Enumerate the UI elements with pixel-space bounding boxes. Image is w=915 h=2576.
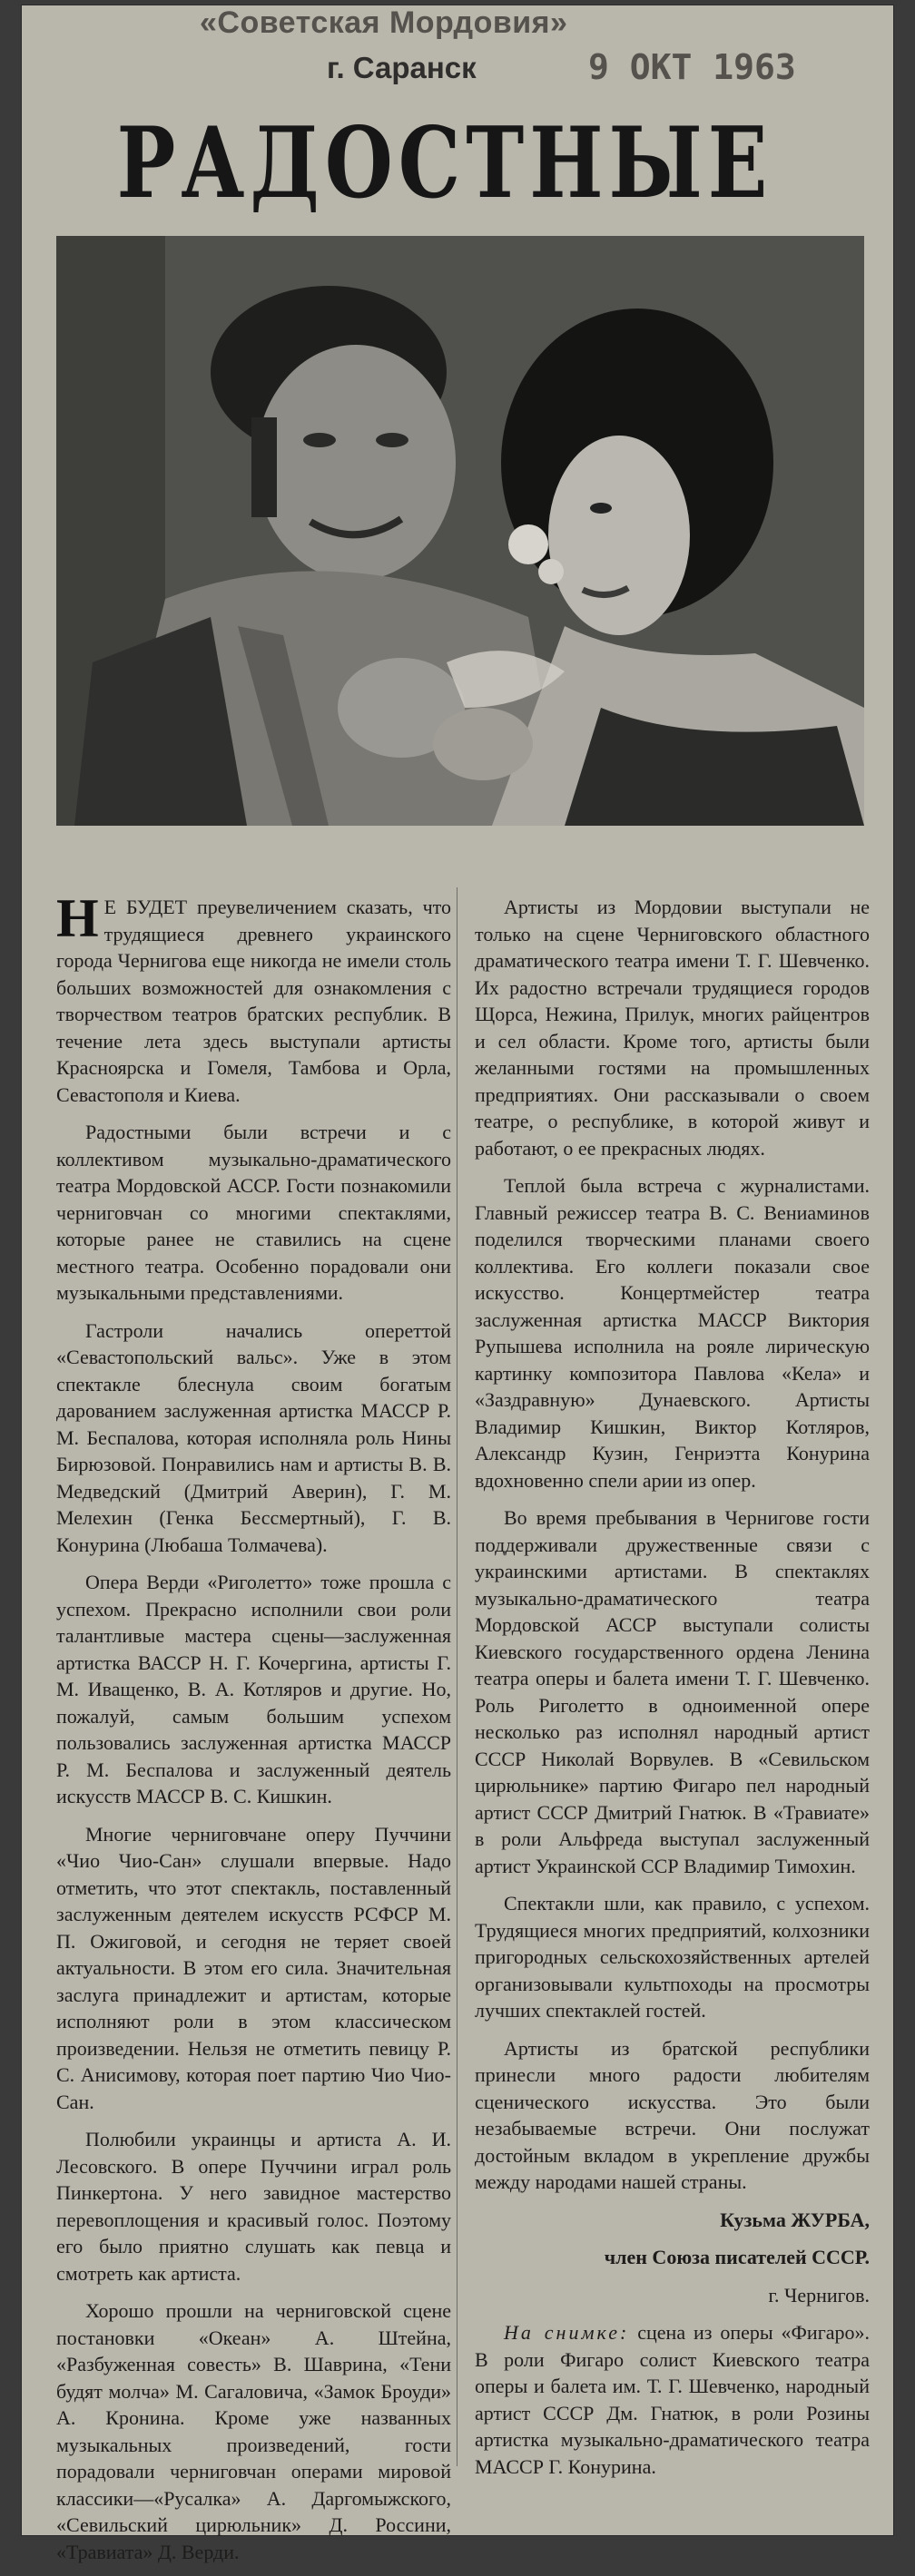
article-paragraph: Во время пребывания в Чернигове гости поддерживали дружественные связи с украинскими артистами. В спектаклях музыкально-драматического театра Мордовской АССР выступали солисты Киевского государственного ордена Ленина театра оперы и балета имени Т. Г. Шевченко. Роль Риголетто в одноименной опере несколько раз исполнял народный артист СССР Николай Ворвулев. В «Севильском цирюльнике» партию Фигаро пел народный артист СССР Дмитрий Гнатюк. В «Травиате» в роли Альфреда выступал заслуженный артист Украинской ССР Владимир Тимохин. — [475, 1506, 870, 1877]
paragraph-text: Е БУДЕТ преувеличением сказать, что трудящиеся древнего украинского города Чернигова еще никогда не имели столь больших возможностей для ознакомления с творчеством театров братских республик. В течение лета здесь выступали артисты Красноярска и Гомеля, Тамбова и Орла, Севастополя и Киева. — [56, 896, 451, 1106]
author-name: Кузьма ЖУРБА, — [720, 2208, 870, 2231]
headline: РАДОСТНЫЕ — [116, 106, 773, 221]
city-stamp: г. Саранск — [327, 51, 477, 84]
article-paragraph: Теплой была встреча с журналистами. Главный режиссер театра В. С. Вениаминов поделился творческими планами своего коллектива. Его коллеги показали свое искусство. Концертмейстер театра заслуженная артистка МАССР Виктория Рупышева исполнила на рояле лирическую картинку композитора Павлова «Кела» и «Заздравную» Дунаевского. Артисты Владимир Кишкин, Виктор Котляров, Александр Кузин, Генриэтта Конурина вдохновенно спели арии из опер. — [475, 1174, 870, 1492]
stage-photo-icon — [56, 236, 864, 826]
article-paragraph — [56, 888, 451, 1108]
article-paragraph: Артисты из братской республики принесли много радости любителям сценического искусства. Это были незабываемые встречи. Они послужат достойным вкладом в укрепление дружбы между народами нашей страны. — [475, 2036, 870, 2193]
article-column-left — [56, 888, 451, 2576]
caption-text: сцена из оперы «Фигаро». В роли Фигаро солист Киевского театра оперы и балета им. Т. Г. Шевченко, народный артист СССР Дм. Гнатюк, в роли Розины артистка музыкально-драматического театра МАССР Г. Конурина. — [475, 2321, 870, 2478]
article-paragraph: Хорошо прошли на черниговской сцене постановки «Океан» А. Штейна, «Разбуженная совесть» В. Шаврина, «Тени будят молча» М. Сагаловича, «Замок Броуди» А. Кронина. Кроме уже названных музыкальных произведений, гости порадовали черниговчан операми мировой классики—«Русалка» А. Даргомыжского, «Севильский цирюльник» Д. Россини, «Травиата» Д. Верди. — [56, 2299, 451, 2563]
article-column-right — [475, 894, 870, 2491]
drop-cap: Н — [56, 888, 99, 948]
article-paragraph: Спектакли шли, как правило, с успехом. Трудящиеся многих предприятий, колхозники пригородных сельскохозяйственных артелей организовывали культпоходы на просмотры лучших спектаклей гостей. — [475, 1892, 870, 2022]
newspaper-name-stamp: «Советская Мордовия» — [200, 5, 568, 40]
article-paragraph: Полюбили украинцы и артиста А. И. Лесовского. В опере Пуччини играл роль Пинкертона. У него завидное мастерство перевоплощения и красивый голос. Поэтому его было приятно слушать как певца и смотреть как артиста. — [56, 2128, 451, 2285]
article-paragraph: Артисты из Мордовии выступали не только на сцене Черниговского областного драматического театра имени Т. Г. Шевченко. Их радостно встречали трудящиеся городов Щорса, Нежина, Прилук, многих райцентров и сел области. Кроме того, артисты были желанными гостями на промышленных предприятиях. Они рассказывали о своем театре, о республике, в которой живут и работают, о ее прекрасных людях. — [475, 896, 870, 1160]
photo-caption — [475, 2319, 870, 2480]
article-paragraph: Радостными были встречи и с коллективом музыкально-драматического театра Мордовской АССР. Гости познакомили черниговчан со многими спектаклями, которые ранее не ставились на сцене местного театра. Особенно порадовали они музыкальными представлениями. — [56, 1121, 451, 1304]
date-stamp: 9 ОКТ 1963 — [588, 47, 796, 87]
article-paragraph: Опера Верди «Риголетто» тоже прошла с успехом. Прекрасно исполнили свои роли талантливые мастера сцены—заслуженная артистка ВАССР Н. Г. Кочергина, артисты Г. М. Иващенко, В. А. Котляров и другие. Но, пожалуй, самым большим успехом пользовались заслуженная артистка МАССР Р. М. Беспалова и заслуженный деятель искусств МАССР В. С. Кишкин. — [56, 1571, 451, 1807]
caption-label: На снимке: — [504, 2321, 630, 2344]
author-title: член Союза писателей СССР. — [604, 2246, 870, 2268]
photo-illustration — [56, 236, 864, 826]
article-paragraph: Гастроли начались опереттой «Севастопольский вальс». Уже в этом спектакле блеснула своим богатым дарованием заслуженная артистка МАССР Р. М. Беспалова, которая исполняла роль Нины Бирюзовой. Понравились нам и артисты В. В. Медведский (Дмитрий Аверин), Г. М. Мелехин (Генка Бессмертный), Г. В. Конурина (Любаша Толмачева). — [56, 1318, 451, 1556]
column-divider — [457, 887, 458, 2466]
article-paragraph: Многие черниговчане оперу Пуччини «Чио Чио-Сан» слушали впервые. Надо отметить, что этот спектакль, поставленный заслуженным деятелем искусств РСФСР М. П. Ожиговой, и сегодня не теряет своей актуальности. В этом его сила. Значительная заслуга принадлежит и артистам, которые исполняют роли в этом классическом произведении. Нельзя не отметить певицу Р. С. Анисимову, которая поет партию Чио Чио-Сан. — [56, 1822, 451, 2113]
author-city: г. Чернигов. — [768, 2283, 870, 2307]
